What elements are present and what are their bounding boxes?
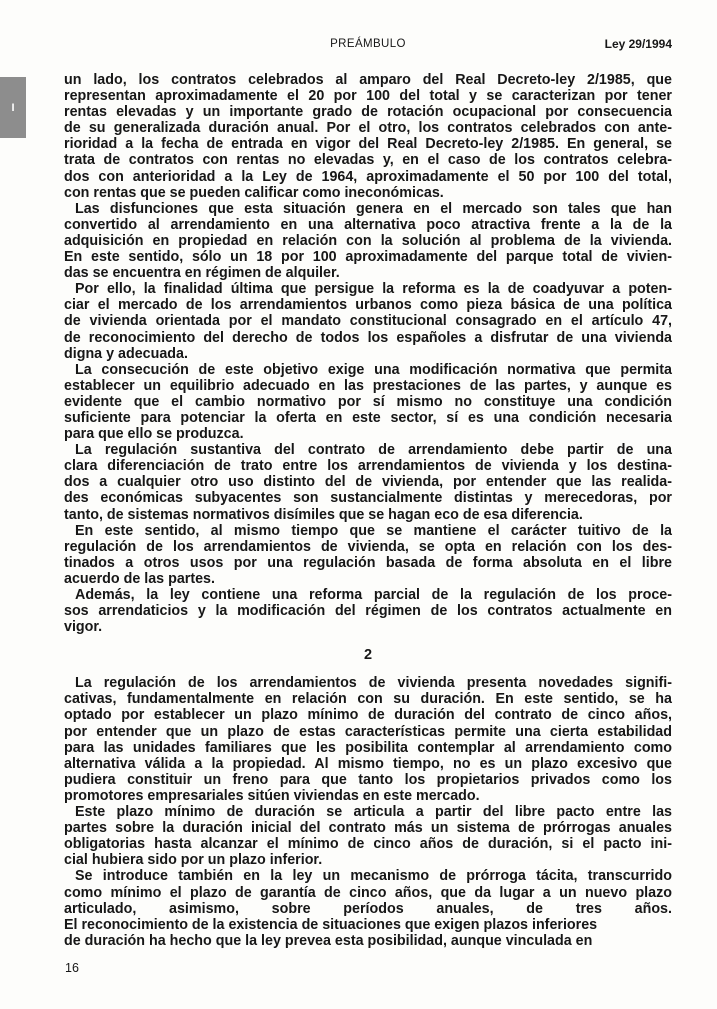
- text-line: para las unidades familiares que les posibilita contemplar al arrendamiento como: [64, 739, 672, 756]
- text-line: convertido al arrendamiento en una alternativa poco atractiva frente a la de la: [64, 216, 672, 233]
- text-line: adquisición en propiedad en relación con la solución al problema de la vivienda.: [64, 232, 672, 249]
- section-index-tab-label: I: [11, 101, 15, 114]
- text-line: Se introduce también en la ley un mecanismo de prórroga tácita, transcurrido: [75, 868, 672, 885]
- text-line: de duración ha hecho que la ley prevea esta posibilidad, aunque vinculada en: [64, 932, 593, 949]
- text-line: para que ello se produzca.: [64, 426, 244, 443]
- text-line: des económicas subyacentes son sustancialmente distintas y merecedoras, por: [64, 490, 672, 507]
- text-line: Además, la ley contiene una reforma parcial de la regulación de los proce-: [75, 587, 672, 603]
- text-line: La regulación sustantiva del contrato de arrendamiento debe partir de una: [75, 442, 672, 459]
- text-line: digna y adecuada.: [64, 345, 188, 362]
- section-index-tab: [0, 77, 26, 138]
- text-line: dos a cualquier otro uso distinto del de vivienda, por entender que las realida-: [64, 474, 672, 491]
- text-line: cial hubiera sido por un plazo inferior.: [64, 852, 323, 869]
- text-line: La consecución de este objetivo exige una modificación normativa que permita: [75, 361, 672, 378]
- paragraph: [64, 868, 672, 932]
- text-line: sos arrendaticios y la modificación del régimen de los contratos actualmente en: [64, 603, 672, 620]
- page-header-law-reference: Ley 29/1994: [604, 37, 672, 51]
- text-line: establecer un equilibrio adecuado en las prestaciones de las partes, y aunque es: [64, 377, 672, 394]
- text-line: articulado, asimismo, sobre períodos anuales, de tres años.: [64, 900, 672, 917]
- text-line: partes sobre la duración inicial del contrato más un sistema de prórrogas anuales: [64, 820, 672, 837]
- text-line: clara diferenciación de trato entre los arrendamientos de vivienda y los destina-: [64, 458, 672, 475]
- paragraph: [64, 933, 672, 949]
- page-number: 16: [65, 961, 79, 975]
- text-line: evidente que el cambio normativo por sí mismo no constituye una condición: [64, 393, 672, 410]
- text-line: Las disfunciones que esta situación genera en el mercado son tales que han: [75, 200, 672, 217]
- text-line: tinados a otros usos por una regulación basada de forma absoluta en el libre: [64, 554, 672, 571]
- paragraph: [64, 804, 672, 868]
- text-line: das se encuentra en régimen de alquiler.: [64, 265, 340, 282]
- page-header: [64, 38, 672, 54]
- paragraph: [64, 675, 672, 804]
- text-line: representan aproximadamente el 20 por 100 del total y se caracterizan por tener: [64, 88, 672, 105]
- paragraph: [64, 442, 672, 522]
- text-line: rioridad a la fecha de entrada en vigor del Real Decreto-ley 2/1985. En general, se: [64, 136, 672, 153]
- paragraph: [64, 72, 672, 201]
- text-line: alternativa válida a la propiedad. Al mismo tiempo, no es un plazo excesivo que: [64, 755, 672, 772]
- text-line: obligatorias hasta alcanzar el mínimo de cinco años de duración, si el pacto ini-: [64, 836, 672, 853]
- paragraph: [64, 587, 672, 635]
- text-line: pudiera constituir un freno para que tanto los propietarios privados como los: [64, 771, 672, 788]
- section-number-heading: 2: [363, 647, 373, 664]
- text-line: de su generalizada duración anual. Por el otro, los contratos celebrados con ante-: [64, 120, 672, 137]
- text-line: suficiente para potenciar la oferta en este sector, sí es una condición necesaria: [64, 409, 672, 426]
- text-line: por entender que un plazo de estas características permite una cierta estabilidad: [64, 723, 672, 740]
- page-header-title: PREÁMBULO: [330, 38, 406, 50]
- text-line: regulación de los arrendamientos de vivienda, se opta en relación con los des-: [64, 538, 672, 555]
- paragraph: [64, 201, 672, 281]
- paragraph: [64, 281, 672, 361]
- text-line: En este sentido, al mismo tiempo que se mantiene el carácter tuitivo de la: [75, 522, 672, 539]
- document-body: [64, 72, 672, 949]
- text-line: En este sentido, sólo un 18 por 100 aproximadamente del parque total de vivien-: [64, 249, 672, 266]
- text-line: La regulación de los arrendamientos de vivienda presenta novedades signifi-: [75, 675, 672, 692]
- text-line: un lado, los contratos celebrados al amparo del Real Decreto-ley 2/1985, que: [64, 72, 672, 88]
- text-line: dos con anterioridad a la Ley de 1964, aproximadamente el 50 por 100 del total,: [64, 168, 672, 185]
- text-line: Por ello, la finalidad última que persigue la reforma es la de coadyuvar a poten-: [75, 281, 672, 298]
- text-line: El reconocimiento de la existencia de situaciones que exigen plazos inferiores: [64, 916, 598, 933]
- paragraph: [64, 362, 672, 442]
- text-line: de vivienda orientada por el mandato constitucional consagrado en el artículo 47,: [64, 313, 672, 330]
- text-line: optado por establecer un plazo mínimo de duración del contrato de cinco años,: [64, 707, 672, 724]
- text-line: rentas elevadas y un importante grado de rotación ocupacional por consecuencia: [64, 104, 672, 121]
- text-line: cativas, fundamentalmente en relación con su duración. En este sentido, se ha: [64, 691, 672, 708]
- paragraph: [64, 523, 672, 587]
- text-line: Este plazo mínimo de duración se articula a partir del libre pacto entre las: [75, 804, 672, 821]
- text-line: con rentas que se pueden calificar como ineconómicas.: [64, 184, 444, 201]
- text-line: tanto, de sistemas normativos disímiles que se hagan eco de esa diferencia.: [64, 506, 583, 523]
- text-line: acuerdo de las partes.: [64, 570, 215, 587]
- text-line: como mínimo el plazo de garantía de cinco años, que da lugar a un nuevo plazo: [64, 884, 672, 901]
- text-line: de reconocimiento del derecho de todos los españoles a disfrutar de una vivienda: [64, 329, 672, 346]
- text-line: promotores empresariales sitúen viviendas en este mercado.: [64, 787, 480, 804]
- text-line: trata de contratos con rentas no elevadas y, en el caso de los contratos celebra-: [64, 152, 672, 169]
- text-line: vigor.: [64, 619, 103, 636]
- text-line: ciar el mercado de los arrendamientos urbanos como pieza básica de una política: [64, 297, 672, 314]
